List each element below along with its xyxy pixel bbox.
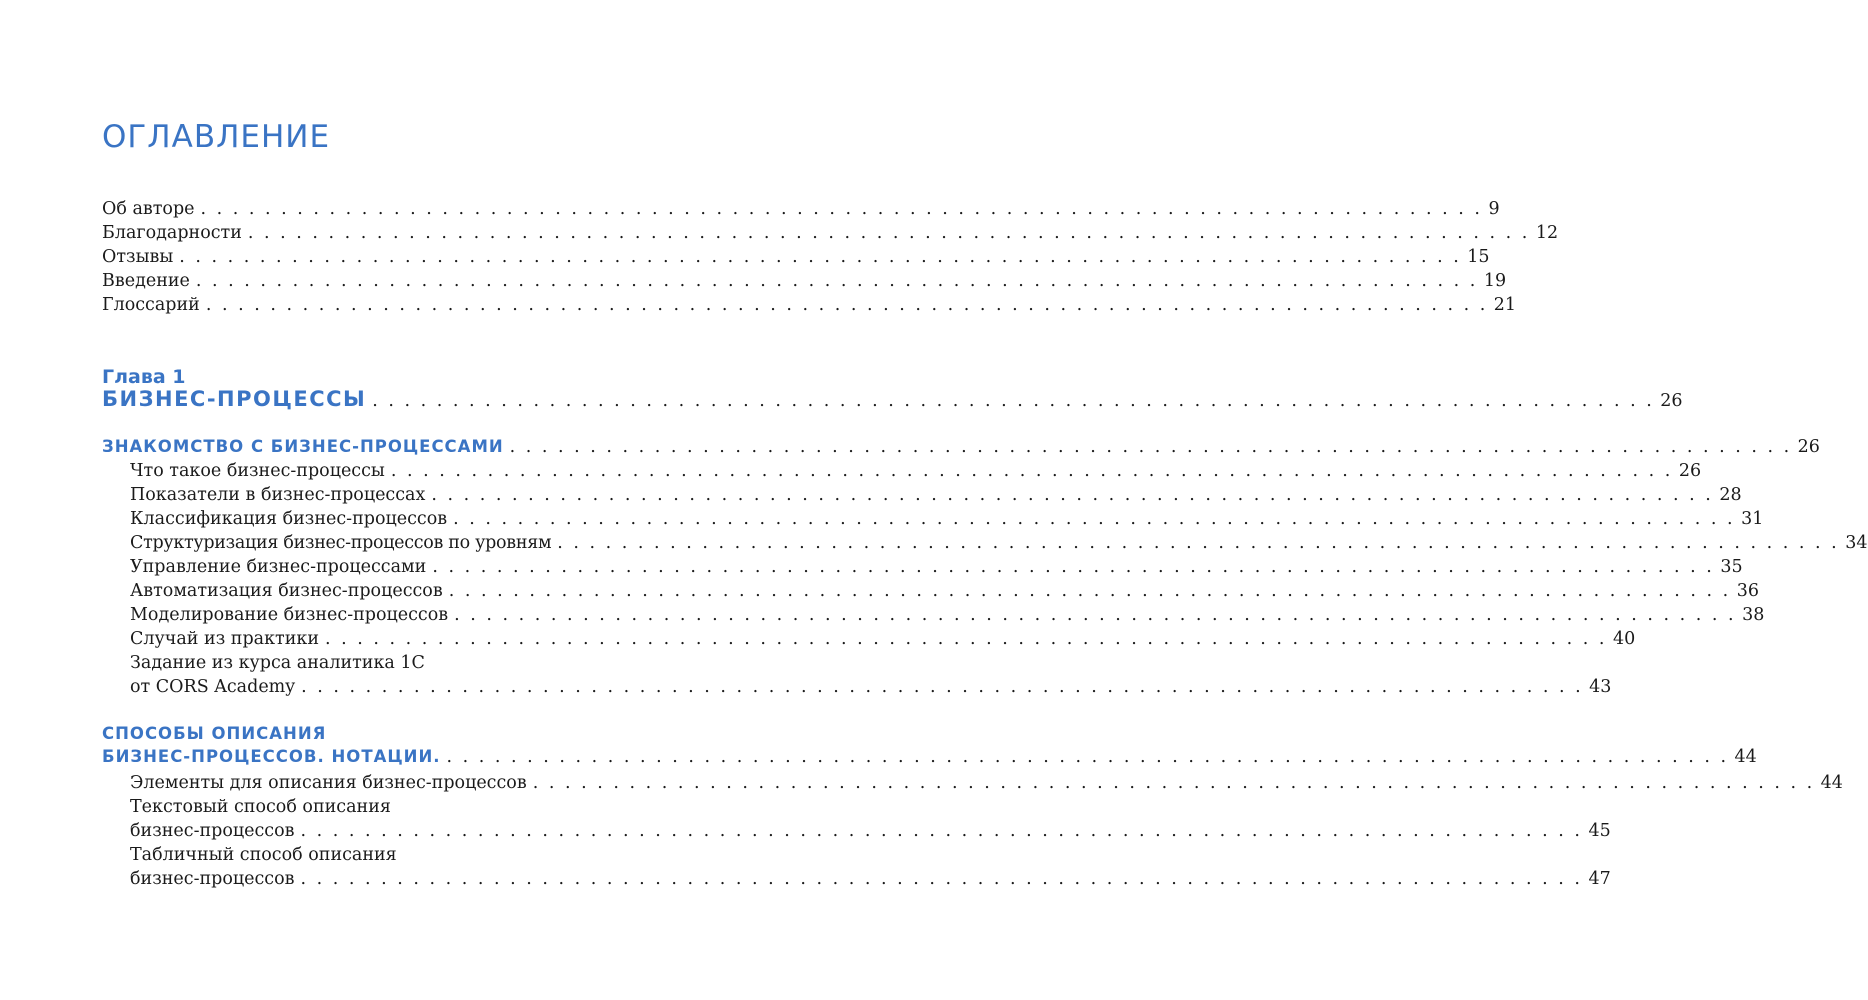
toc-entry-label: Введение — [102, 271, 190, 291]
toc-entry-label: бизнес-процессов — [130, 821, 295, 841]
dot-leader: . . . . . . . . . . . . . . . . . . . . . . . . . . . . . . . . . . . . . . . . . . . . . . . . . . . . . . . . . . . . . . . . . . . . . . . . . . . . . . . . — [446, 747, 1729, 767]
toc-entry-page: 44 — [1734, 747, 1757, 767]
toc-entry-page: 15 — [1467, 247, 1490, 267]
toc-entry-label: Случай из практики — [130, 629, 319, 649]
toc-entry-label: бизнес-процессов — [130, 869, 295, 889]
toc-subentry[interactable] — [130, 605, 1765, 626]
section-title: БИЗНЕС-ПРОЦЕССОВ. НОТАЦИИ. — [102, 747, 441, 766]
toc-entry-page: 43 — [1589, 677, 1612, 697]
dot-leader: . . . . . . . . . . . . . . . . . . . . . . . . . . . . . . . . . . . . . . . . . . . . . . . . . . . . . . . . . . . . . . . . . . . . . . . . . . . . . . . . — [195, 271, 1478, 291]
toc-subentry[interactable] — [130, 533, 1868, 554]
toc-subentry[interactable] — [130, 509, 1764, 530]
toc-entry-label: Благодарности — [102, 223, 242, 243]
toc-entry-label-line1: Задание из курса аналитика 1С — [130, 653, 425, 673]
dot-leader: . . . . . . . . . . . . . . . . . . . . . . . . . . . . . . . . . . . . . . . . . . . . . . . . . . . . . . . . . . . . . . . . . . . . . . . . . . . . . . . . — [300, 821, 1583, 841]
dot-leader: . . . . . . . . . . . . . . . . . . . . . . . . . . . . . . . . . . . . . . . . . . . . . . . . . . . . . . . . . . . . . . . . . . . . . . . . . . . . . . . . — [432, 557, 1715, 577]
dot-leader: . . . . . . . . . . . . . . . . . . . . . . . . . . . . . . . . . . . . . . . . . . . . . . . . . . . . . . . . . . . . . . . . . . . . . . . . . . . . . . . . — [453, 509, 1736, 529]
toc-entry-page: 28 — [1719, 485, 1742, 505]
dot-leader: . . . . . . . . . . . . . . . . . . . . . . . . . . . . . . . . . . . . . . . . . . . . . . . . . . . . . . . . . . . . . . . . . . . . . . . . . . . . . . . . — [532, 773, 1815, 793]
toc-entry-page: 26 — [1678, 461, 1702, 481]
toc-entry-page: 9 — [1488, 199, 1500, 219]
dot-leader: . . . . . . . . . . . . . . . . . . . . . . . . . . . . . . . . . . . . . . . . . . . . . . . . . . . . . . . . . . . . . . . . . . . . . . . . . . . . . . . . — [557, 533, 1840, 553]
toc-entry-page: 26 — [1660, 391, 1683, 411]
section-title-line1: СПОСОБЫ ОПИСАНИЯ — [102, 724, 327, 743]
chapter-label: Глава 1 — [102, 366, 186, 388]
dot-leader: . . . . . . . . . . . . . . . . . . . . . . . . . . . . . . . . . . . . . . . . . . . . . . . . . . . . . . . . . . . . . . . . . . . . . . . . . . . . . . . . — [300, 869, 1583, 889]
toc-entry-page: 34 — [1845, 533, 1868, 553]
toc-entry-label-line1: Текстовый способ описания — [130, 797, 391, 817]
toc-entry-page: 12 — [1535, 223, 1559, 243]
dot-leader: . . . . . . . . . . . . . . . . . . . . . . . . . . . . . . . . . . . . . . . . . . . . . . . . . . . . . . . . . . . . . . . . . . . . . . . . . . . . . . . . — [200, 199, 1483, 219]
dot-leader: . . . . . . . . . . . . . . . . . . . . . . . . . . . . . . . . . . . . . . . . . . . . . . . . . . . . . . . . . . . . . . . . . . . . . . . . . . . . . . . . — [431, 485, 1714, 505]
toc-subentry[interactable] — [130, 773, 1843, 794]
toc-entry[interactable] — [102, 295, 1517, 316]
toc-entry-label: Автоматизация бизнес-процессов — [130, 581, 443, 601]
toc-entry-label: Показатели в бизнес-процессах — [130, 485, 426, 505]
toc-entry-page: 21 — [1493, 295, 1517, 315]
page-title: ОГЛАВЛЕНИЕ — [102, 119, 331, 155]
toc-subentry[interactable] — [130, 485, 1742, 506]
toc-entry-page: 44 — [1820, 773, 1843, 793]
toc-entry-label: Отзывы — [102, 247, 174, 267]
toc-entry-label: Моделирование бизнес-процессов — [130, 605, 449, 625]
section-entry[interactable] — [102, 747, 1757, 768]
toc-entry-page: 31 — [1741, 509, 1764, 529]
dot-leader: . . . . . . . . . . . . . . . . . . . . . . . . . . . . . . . . . . . . . . . . . . . . . . . . . . . . . . . . . . . . . . . . . . . . . . . . . . . . . . . . — [247, 223, 1530, 243]
toc-entry-page: 45 — [1588, 821, 1611, 841]
toc-entry-page: 40 — [1612, 629, 1636, 649]
toc-entry-page: 35 — [1720, 557, 1743, 577]
dot-leader: . . . . . . . . . . . . . . . . . . . . . . . . . . . . . . . . . . . . . . . . . . . . . . . . . . . . . . . . . . . . . . . . . . . . . . . . . . . . . . . . — [448, 581, 1731, 601]
toc-entry-label: Классификация бизнес-процессов — [130, 509, 448, 529]
section-entry[interactable] — [102, 437, 1820, 458]
toc-entry[interactable] — [102, 271, 1507, 292]
dot-leader: . . . . . . . . . . . . . . . . . . . . . . . . . . . . . . . . . . . . . . . . . . . . . . . . . . . . . . . . . . . . . . . . . . . . . . . . . . . . . . . . — [325, 629, 1607, 649]
dot-leader: . . . . . . . . . . . . . . . . . . . . . . . . . . . . . . . . . . . . . . . . . . . . . . . . . . . . . . . . . . . . . . . . . . . . . . . . . . . . . . . . — [509, 437, 1792, 457]
dot-leader: . . . . . . . . . . . . . . . . . . . . . . . . . . . . . . . . . . . . . . . . . . . . . . . . . . . . . . . . . . . . . . . . . . . . . . . . . . . . . . . . — [454, 605, 1737, 625]
dot-leader: . . . . . . . . . . . . . . . . . . . . . . . . . . . . . . . . . . . . . . . . . . . . . . . . . . . . . . . . . . . . . . . . . . . . . . . . . . . . . . . . — [372, 391, 1655, 411]
toc-entry-page: 26 — [1797, 437, 1820, 457]
toc-entry-label: Об авторе — [102, 199, 195, 219]
toc-entry-label: Глоссарий — [102, 295, 200, 315]
chapter-entry[interactable] — [102, 387, 1683, 412]
toc-entry-label: Управление бизнес-процессами — [130, 557, 427, 577]
toc-subentry[interactable] — [130, 581, 1759, 602]
dot-leader: . . . . . . . . . . . . . . . . . . . . . . . . . . . . . . . . . . . . . . . . . . . . . . . . . . . . . . . . . . . . . . . . . . . . . . . . . . . . . . . . — [179, 247, 1462, 267]
toc-subentry[interactable] — [130, 821, 1611, 842]
dot-leader: . . . . . . . . . . . . . . . . . . . . . . . . . . . . . . . . . . . . . . . . . . . . . . . . . . . . . . . . . . . . . . . . . . . . . . . . . . . . . . . . — [205, 295, 1488, 315]
toc-entry[interactable] — [102, 223, 1559, 244]
chapter-title: БИЗНЕС-ПРОЦЕССЫ — [102, 387, 367, 411]
toc-entry[interactable] — [102, 247, 1490, 268]
toc-entry-page: 47 — [1588, 869, 1611, 889]
toc-subentry[interactable] — [130, 557, 1743, 578]
dot-leader: . . . . . . . . . . . . . . . . . . . . . . . . . . . . . . . . . . . . . . . . . . . . . . . . . . . . . . . . . . . . . . . . . . . . . . . . . . . . . . . . — [301, 677, 1584, 697]
toc-entry-label: от CORS Academy — [130, 677, 296, 697]
toc-entry-label: Что такое бизнес-процессы — [130, 461, 385, 481]
toc-subentry[interactable] — [130, 677, 1612, 698]
toc-entry[interactable] — [102, 199, 1500, 220]
dot-leader: . . . . . . . . . . . . . . . . . . . . . . . . . . . . . . . . . . . . . . . . . . . . . . . . . . . . . . . . . . . . . . . . . . . . . . . . . . . . . . . . — [390, 461, 1673, 481]
toc-entry-label: Структуризация бизнес-процессов по уровням — [130, 533, 552, 553]
toc-entry-label: Элементы для описания бизнес-процессов — [130, 773, 527, 793]
toc-entry-page: 36 — [1736, 581, 1759, 601]
toc-entry-page: 19 — [1483, 271, 1507, 291]
toc-entry-page: 38 — [1742, 605, 1765, 625]
toc-subentry[interactable] — [130, 629, 1636, 650]
toc-subentry[interactable] — [130, 869, 1611, 890]
section-title: ЗНАКОМСТВО С БИЗНЕС-ПРОЦЕССАМИ — [102, 437, 504, 456]
toc-entry-label-line1: Табличный способ описания — [130, 845, 397, 865]
toc-subentry[interactable] — [130, 461, 1702, 482]
